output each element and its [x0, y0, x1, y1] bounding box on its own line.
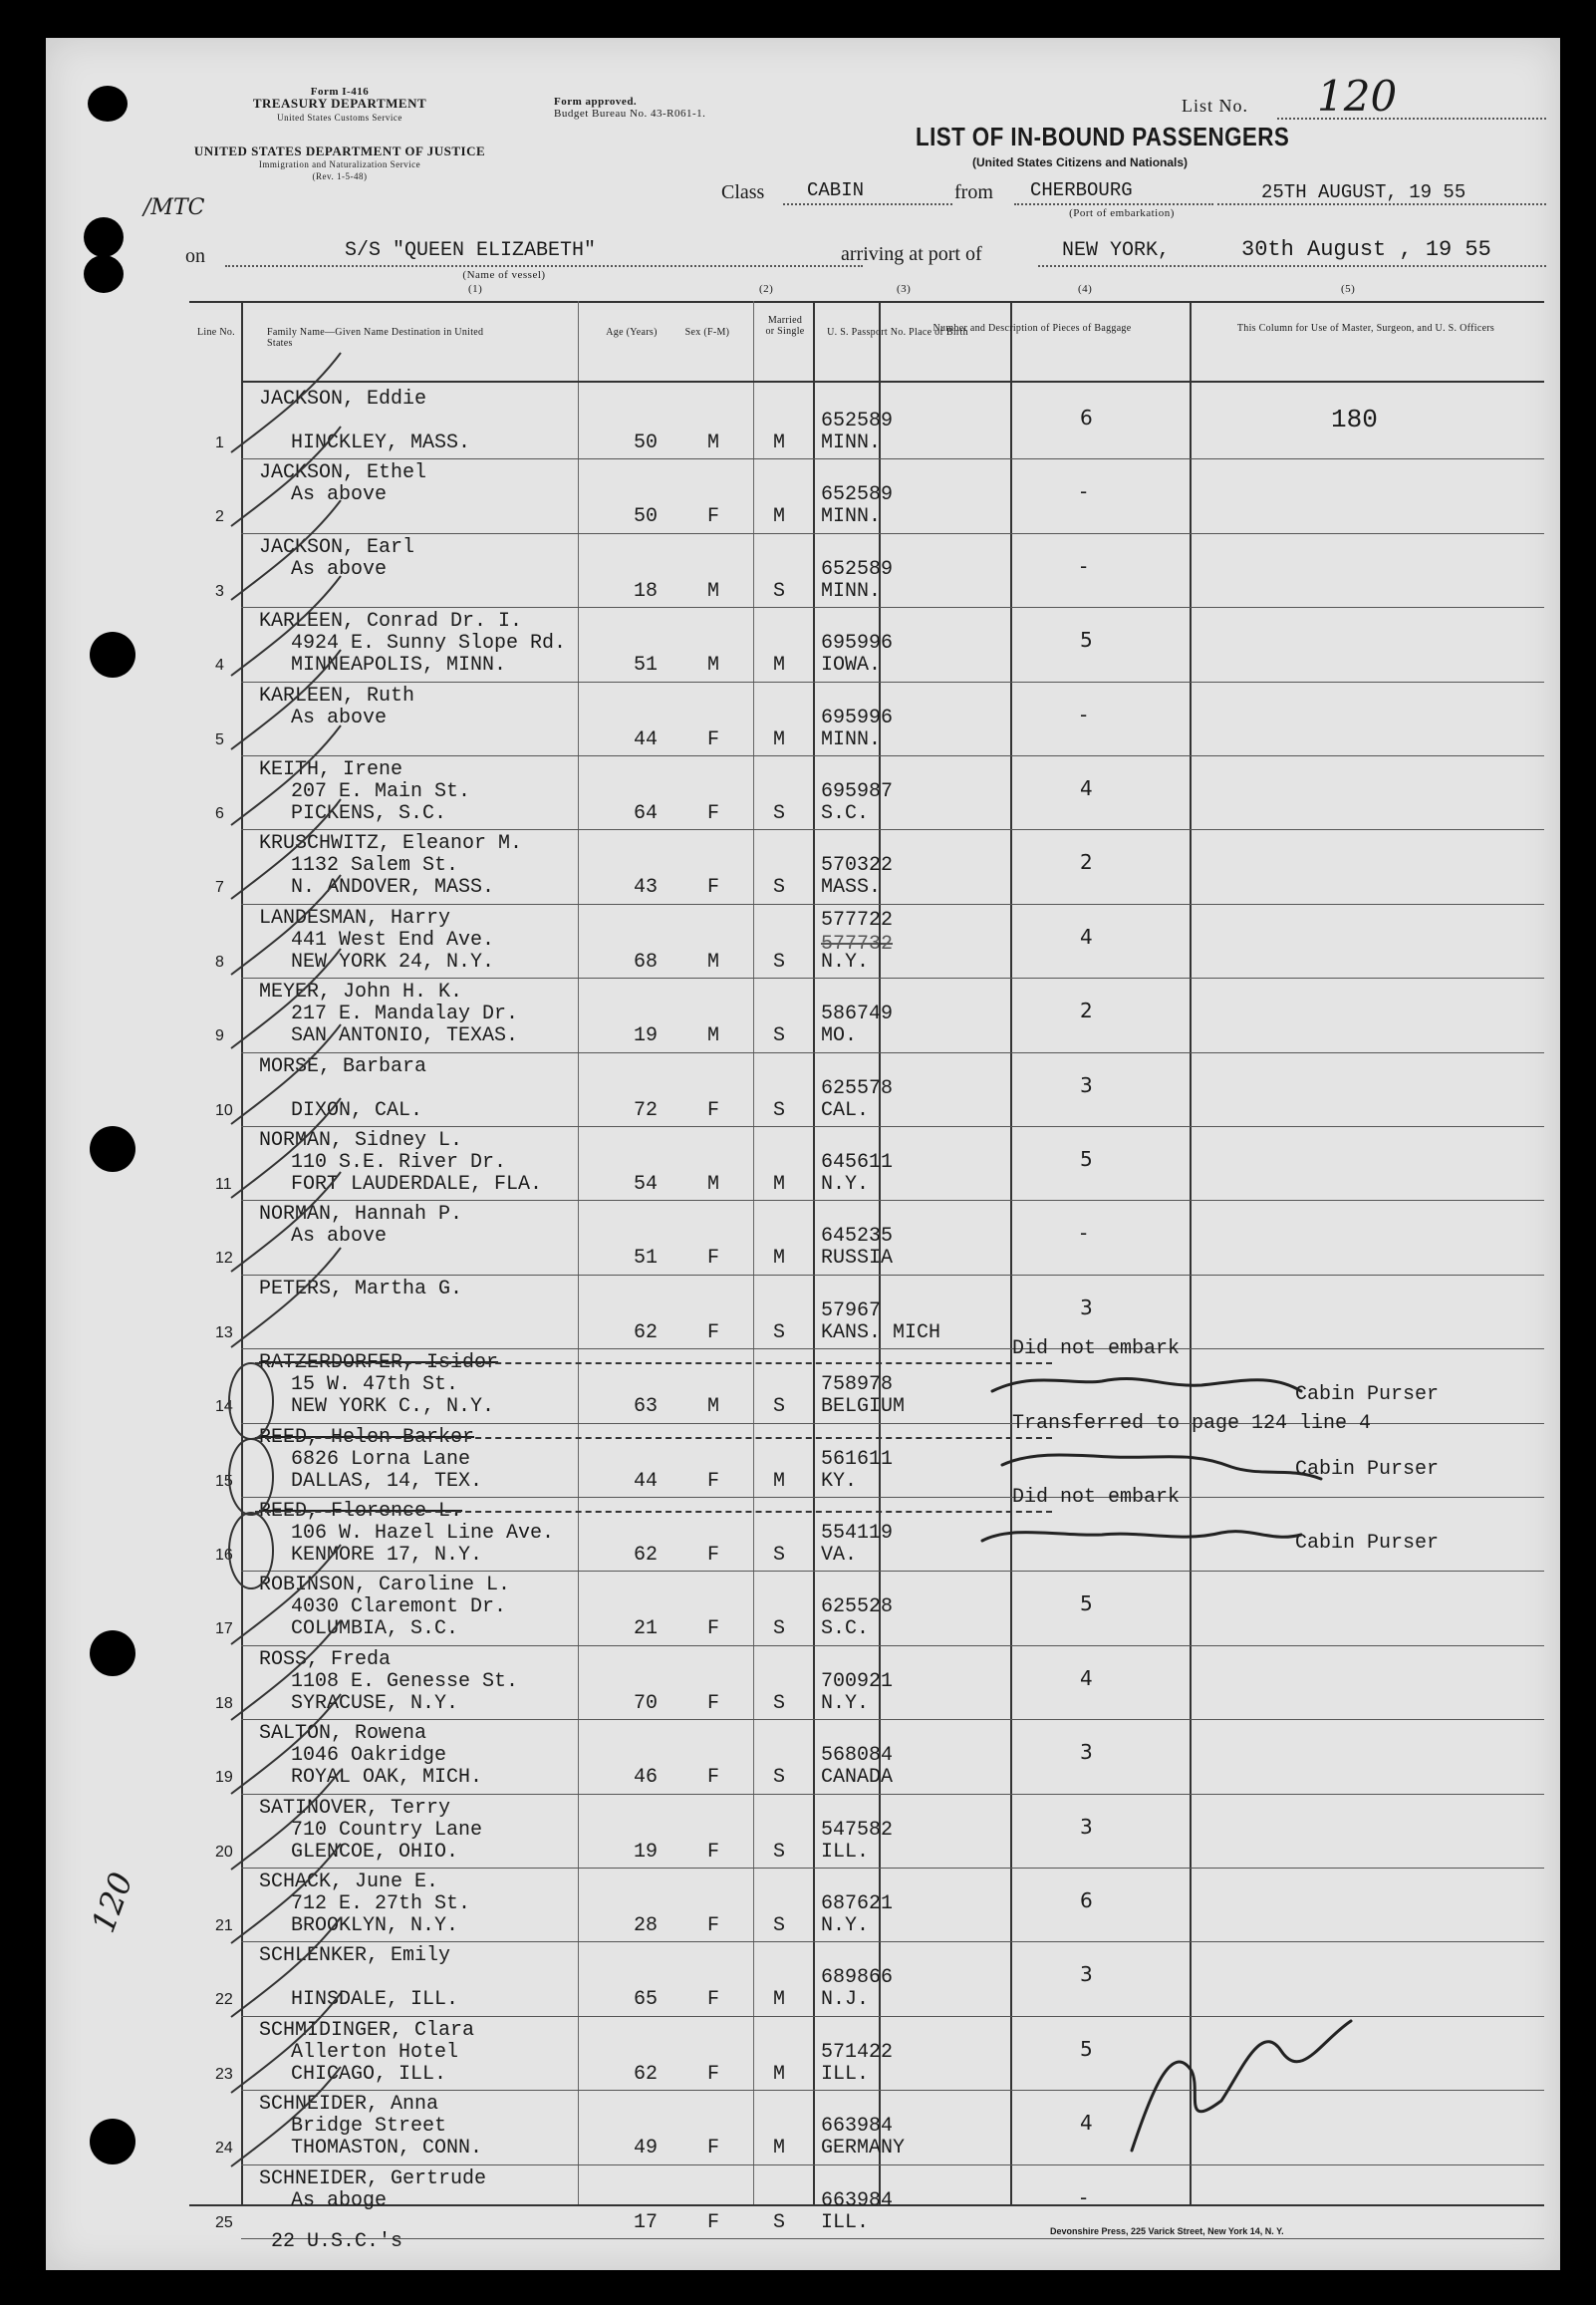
place-of-birth: MO.: [821, 1024, 858, 1048]
marital-status: M: [773, 2062, 786, 2086]
sex-value: F: [707, 505, 720, 529]
row-remark: Did not embark: [1012, 1337, 1181, 1361]
place-of-birth: IOWA.: [821, 654, 882, 678]
passenger-name: KRUSCHWITZ, Eleanor M.: [259, 832, 523, 856]
place-of-birth: ILL.: [821, 2210, 870, 2234]
passenger-name: REED, Florence L.: [259, 1500, 463, 1523]
sex-value: M: [707, 654, 720, 678]
sex-value: F: [707, 1691, 720, 1715]
sex-value: F: [707, 1766, 720, 1790]
line-number: 9: [215, 1027, 224, 1045]
address-line-1: As above: [291, 483, 388, 507]
marital-status: M: [773, 1469, 786, 1493]
line-number: 15: [215, 1472, 233, 1490]
place-of-birth: N.Y.: [821, 950, 870, 974]
document-page: [46, 38, 1560, 2270]
address-line-1: 4924 E. Sunny Slope Rd.: [291, 632, 567, 656]
baggage-count: 6: [1080, 406, 1093, 430]
passenger-name: SCHACK, June E.: [259, 1871, 439, 1893]
line-number: 5: [215, 730, 224, 748]
officer-note: 180: [1331, 405, 1378, 434]
age-value: 44: [634, 1469, 659, 1493]
age-value: 44: [634, 727, 659, 751]
margin-note: 120: [84, 1867, 140, 1938]
rev-label: (Rev. 1-5-48): [312, 171, 368, 181]
address-line-2: MINNEAPOLIS, MINN.: [291, 654, 507, 678]
marital-status: M: [773, 1247, 786, 1271]
place-of-birth: MINN.: [821, 505, 882, 529]
sex-value: M: [707, 579, 720, 603]
line-number: 14: [215, 1398, 233, 1416]
passport-number: 695996: [821, 706, 894, 729]
line-number: 4: [215, 657, 224, 675]
marital-status: S: [773, 1320, 786, 1344]
passenger-name: SCHLENKER, Emily: [259, 1944, 451, 1968]
col-sex: Sex (F-M): [684, 327, 730, 338]
passport-number: 758978: [821, 1373, 894, 1397]
form-approved: Form approved.: [554, 96, 638, 108]
passport-number: 652589: [821, 410, 894, 432]
sex-value: F: [707, 1914, 720, 1937]
line-number: 13: [215, 1323, 233, 1341]
baggage-count: 3: [1080, 1295, 1093, 1319]
line-number: 20: [215, 1843, 233, 1861]
ins-label: Immigration and Naturalization Service: [258, 159, 421, 169]
col-num-4: (4): [1078, 283, 1093, 295]
age-value: 49: [634, 2137, 659, 2161]
baggage-count: 3: [1080, 1962, 1093, 1987]
line-number: 7: [215, 879, 224, 897]
address-line-1: 441 West End Ave.: [291, 928, 495, 952]
sex-value: F: [707, 2062, 720, 2086]
address-line-1: 15 W. 47th St.: [291, 1373, 459, 1397]
class-value: CABIN: [807, 179, 865, 201]
passenger-name: PETERS, Martha G.: [259, 1277, 463, 1300]
place-of-birth: MASS.: [821, 876, 882, 900]
col-num-2: (2): [759, 283, 774, 295]
sex-value: F: [707, 1320, 720, 1344]
line-number: 17: [215, 1620, 233, 1638]
justice-label: UNITED STATES DEPARTMENT OF JUSTICE: [193, 144, 486, 158]
purser-label: Cabin Purser: [1295, 1383, 1440, 1407]
address-line-1: 4030 Claremont Dr.: [291, 1595, 507, 1619]
baggage-count: -: [1080, 479, 1088, 504]
departure-date: 25TH AUGUST, 19 55: [1261, 181, 1466, 203]
address-line-1: 1046 Oakridge: [291, 1744, 447, 1768]
address-line-2: ROYAL OAK, MICH.: [291, 1766, 483, 1790]
address-line-2: N. ANDOVER, MASS.: [291, 876, 495, 900]
age-value: 64: [634, 802, 659, 825]
baggage-count: -: [1080, 2184, 1088, 2209]
marital-status: S: [773, 1840, 786, 1864]
age-value: 72: [634, 1098, 659, 1122]
address-line-2: SAN ANTONIO, TEXAS.: [291, 1024, 519, 1048]
marital-status: S: [773, 1766, 786, 1790]
marital-status: M: [773, 505, 786, 529]
punch-hole: [90, 2119, 135, 2164]
purser-signature-2: [1002, 1455, 1321, 1479]
line-number: 23: [215, 2065, 233, 2083]
address-line-1: As above: [291, 557, 388, 581]
summary-note: 22 U.S.C.'s: [271, 2230, 403, 2253]
address-line-2: NEW YORK C., N.Y.: [291, 1395, 495, 1419]
passport-number: 554119: [821, 1522, 894, 1545]
marital-status: S: [773, 1914, 786, 1937]
age-value: 21: [634, 1617, 659, 1641]
sex-value: M: [707, 1395, 720, 1419]
passport-number: 561611: [821, 1447, 894, 1471]
vessel-value: S/S "QUEEN ELIZABETH": [345, 239, 597, 262]
age-value: 70: [634, 1691, 659, 1715]
sex-value: F: [707, 2137, 720, 2161]
passenger-name: MORSE, Barbara: [259, 1054, 427, 1078]
passport-number: 663984: [821, 2188, 894, 2212]
passenger-name: KEITH, Irene: [259, 758, 403, 781]
address-line-2: FORT LAUDERDALE, FLA.: [291, 1173, 543, 1196]
baggage-count: 3: [1080, 1814, 1093, 1839]
marital-status: S: [773, 1691, 786, 1715]
marital-status: M: [773, 654, 786, 678]
address-line-1: 1108 E. Genesse St.: [291, 1669, 519, 1693]
passenger-name: ROBINSON, Caroline L.: [259, 1574, 511, 1597]
age-value: 62: [634, 1544, 659, 1567]
line-number: 24: [215, 2140, 233, 2158]
line-number: 3: [215, 582, 224, 600]
marital-status: M: [773, 1988, 786, 2012]
row-remark: Transferred to page 124 line 4: [1012, 1411, 1372, 1435]
age-value: 50: [634, 432, 659, 454]
passport-number: 689866: [821, 1966, 894, 1990]
sex-value: F: [707, 1617, 720, 1641]
officer-signature: [1132, 2021, 1351, 2151]
punch-hole: [88, 86, 128, 122]
age-value: 19: [634, 1840, 659, 1864]
purser-label: Cabin Purser: [1295, 1457, 1440, 1481]
passport-number: 687621: [821, 1892, 894, 1915]
sex-value: F: [707, 876, 720, 900]
place-of-birth: S.C.: [821, 802, 870, 825]
place-of-birth: N.J.: [821, 1988, 870, 2012]
baggage-count: -: [1080, 702, 1088, 726]
col-age: Age (Years): [606, 327, 658, 338]
age-value: 62: [634, 2062, 659, 2086]
list-no-label: List No.: [1182, 96, 1249, 116]
customs-label: United States Customs Service: [277, 113, 402, 123]
sex-value: F: [707, 1840, 720, 1864]
col-line: Line No.: [197, 327, 235, 338]
marital-status: S: [773, 1395, 786, 1419]
line-number: 12: [215, 1250, 233, 1268]
arrival-date: 30th August , 19 55: [1241, 237, 1491, 262]
treasury-label: TREASURY DEPARTMENT: [252, 96, 427, 111]
marital-status: S: [773, 2210, 786, 2234]
line-number: 22: [215, 1991, 233, 2009]
line-number: 18: [215, 1694, 233, 1712]
baggage-count: -: [1080, 553, 1088, 578]
place-of-birth: MINN.: [821, 727, 882, 751]
place-of-birth: ILL.: [821, 1840, 870, 1864]
passenger-name: KARLEEN, Ruth: [259, 684, 415, 708]
address-line-2: HINSDALE, ILL.: [291, 1988, 459, 2012]
age-value: 63: [634, 1395, 659, 1419]
row-remark: Did not embark: [1012, 1486, 1181, 1509]
marital-status: S: [773, 876, 786, 900]
address-line-2: BROOKLYN, N.Y.: [291, 1914, 459, 1937]
age-value: 50: [634, 505, 659, 529]
address-line-1: Allerton Hotel: [291, 2040, 459, 2064]
age-value: 54: [634, 1173, 659, 1196]
class-label: Class: [721, 181, 765, 203]
place-of-birth: VA.: [821, 1544, 858, 1567]
address-line-2: DIXON, CAL.: [291, 1098, 423, 1122]
budget-label: Budget Bureau No. 43-R061-1.: [554, 108, 706, 120]
marital-status: M: [773, 2137, 786, 2161]
age-value: 68: [634, 950, 659, 974]
passport-number: 695996: [821, 632, 894, 656]
address-line-2: PICKENS, S.C.: [291, 802, 447, 825]
passenger-name: NORMAN, Hannah P.: [259, 1203, 463, 1227]
passenger-name: KARLEEN, Conrad Dr. I.: [259, 610, 523, 634]
sex-value: F: [707, 1988, 720, 2012]
passport-number: 625528: [821, 1595, 894, 1619]
line-number: 16: [215, 1547, 233, 1564]
place-of-birth: N.Y.: [821, 1691, 870, 1715]
form-number: Form I-416: [310, 86, 370, 98]
passenger-name: SCHMIDINGER, Clara: [259, 2018, 475, 2042]
baggage-count: 6: [1080, 1888, 1093, 1912]
address-line-1: 712 E. 27th St.: [291, 1892, 471, 1915]
passport-number: 645235: [821, 1225, 894, 1249]
purser-label: Cabin Purser: [1295, 1532, 1440, 1555]
line-number: 6: [215, 805, 224, 822]
sex-value: M: [707, 1173, 720, 1196]
printer-credit: Devonshire Press, 225 Varick Street, New York 14, N. Y.: [1050, 2226, 1284, 2236]
baggage-count: -: [1080, 1221, 1088, 1246]
passport-number: 645611: [821, 1151, 894, 1174]
passenger-name: SCHNEIDER, Anna: [259, 2093, 439, 2117]
punch-hole: [90, 632, 135, 678]
passport-number: 625578: [821, 1076, 894, 1100]
marital-status: S: [773, 950, 786, 974]
col-num-3: (3): [897, 283, 912, 295]
baggage-count: 3: [1080, 1740, 1093, 1765]
passenger-name: REED, Helen Barker: [259, 1425, 475, 1449]
baggage-count: 3: [1080, 1072, 1093, 1097]
address-line-1: Bridge Street: [291, 2115, 447, 2139]
passport-number: 571422: [821, 2040, 894, 2064]
place-of-birth: KANS. MICH: [821, 1320, 941, 1344]
arriving-label: arriving at port of: [841, 243, 982, 265]
marital-status: S: [773, 802, 786, 825]
baggage-count: 4: [1080, 1665, 1093, 1690]
list-no-value: 120: [1317, 72, 1398, 121]
punch-hole: [84, 255, 124, 293]
address-line-2: DALLAS, 14, TEX.: [291, 1469, 483, 1493]
col-baggage: Number and Description of Pieces of Baggage: [932, 323, 1132, 334]
sex-value: F: [707, 1544, 720, 1567]
col-num-1: (1): [468, 283, 483, 295]
passport-number: 547582: [821, 1818, 894, 1842]
passenger-name: SCHNEIDER, Gertrude: [259, 2166, 487, 2190]
address-line-2: GLENCOE, OHIO.: [291, 1840, 459, 1864]
address-line-1: As above: [291, 706, 388, 729]
passenger-name: ROSS, Freda: [259, 1647, 392, 1671]
sex-value: M: [707, 950, 720, 974]
passenger-name: JACKSON, Ethel: [259, 461, 427, 485]
age-value: 51: [634, 654, 659, 678]
place-of-birth: CAL.: [821, 1098, 870, 1122]
passport-number: 586749: [821, 1003, 894, 1026]
from-label: from: [954, 181, 993, 203]
vessel-label: (Name of vessel): [462, 269, 546, 281]
col-married: Married or Single: [765, 315, 805, 337]
age-value: 51: [634, 1247, 659, 1271]
page-subtitle: (United States Citizens and Nationals): [972, 155, 1189, 169]
port-embark-label: (Port of embarkation): [1069, 207, 1175, 219]
place-of-birth: BELGIUM: [821, 1395, 906, 1419]
address-line-1: 207 E. Main St.: [291, 780, 471, 803]
purser-signature-3: [982, 1532, 1301, 1541]
passport-number: 570322: [821, 854, 894, 878]
sex-value: F: [707, 1247, 720, 1271]
passenger-name: NORMAN, Sidney L.: [259, 1129, 463, 1152]
purser-signature-1: [992, 1379, 1301, 1391]
baggage-count: 4: [1080, 924, 1093, 949]
line-number: 8: [215, 953, 224, 971]
place-of-birth: S.C.: [821, 1617, 870, 1641]
age-value: 18: [634, 579, 659, 603]
sex-value: F: [707, 802, 720, 825]
address-line-2: KENMORE 17, N.Y.: [291, 1544, 483, 1567]
address-line-2: HINCKLEY, MASS.: [291, 432, 471, 454]
marital-status: M: [773, 727, 786, 751]
baggage-count: 2: [1080, 999, 1093, 1023]
place-of-birth: KY.: [821, 1469, 858, 1493]
passport-struck: 577732: [821, 932, 894, 956]
baggage-count: 4: [1080, 776, 1093, 800]
baggage-count: 5: [1080, 628, 1093, 653]
baggage-count: 2: [1080, 850, 1093, 875]
sex-value: M: [707, 432, 720, 454]
place-of-birth: GERMANY: [821, 2137, 906, 2161]
punch-hole: [90, 1126, 135, 1172]
marital-status: M: [773, 432, 786, 454]
baggage-count: 5: [1080, 2036, 1093, 2061]
age-value: 46: [634, 1766, 659, 1790]
passenger-name: JACKSON, Eddie: [259, 388, 427, 411]
line-number: 25: [215, 2213, 233, 2231]
address-line-2: CHICAGO, ILL.: [291, 2062, 447, 2086]
sex-value: F: [707, 727, 720, 751]
address-line-2: SYRACUSE, N.Y.: [291, 1691, 459, 1715]
passport-number: 700921: [821, 1669, 894, 1693]
marital-status: S: [773, 1024, 786, 1048]
address-line-1: As aboge: [291, 2188, 388, 2212]
place-of-birth: MINN.: [821, 432, 882, 454]
address-line-2: NEW YORK 24, N.Y.: [291, 950, 495, 974]
baggage-count: 5: [1080, 1147, 1093, 1171]
mtc-note: /MTC: [143, 195, 205, 220]
address-line-1: 106 W. Hazel Line Ave.: [291, 1522, 555, 1545]
sex-value: M: [707, 1024, 720, 1048]
address-line-1: 1132 Salem St.: [291, 854, 459, 878]
passport-number: 57967: [821, 1298, 882, 1322]
address-line-2: COLUMBIA, S.C.: [291, 1617, 459, 1641]
line-number: 21: [215, 1917, 233, 1934]
line-number: 2: [215, 508, 224, 526]
sex-value: F: [707, 1098, 720, 1122]
age-value: 43: [634, 876, 659, 900]
address-line-1: 6826 Lorna Lane: [291, 1447, 471, 1471]
place-of-birth: N.Y.: [821, 1914, 870, 1937]
place-of-birth: MINN.: [821, 579, 882, 603]
punch-hole: [90, 1630, 135, 1676]
age-value: 28: [634, 1914, 659, 1937]
line-number: 19: [215, 1769, 233, 1787]
punch-hole: [84, 217, 124, 257]
age-value: 65: [634, 1988, 659, 2012]
place-of-birth: RUSSIA: [821, 1247, 894, 1271]
marital-status: S: [773, 579, 786, 603]
marital-status: S: [773, 1617, 786, 1641]
address-line-1: 110 S.E. River Dr.: [291, 1151, 507, 1174]
passenger-name: LANDESMAN, Harry: [259, 906, 451, 930]
passport-number: 663984: [821, 2115, 894, 2139]
on-label: on: [185, 245, 205, 267]
place-of-birth: ILL.: [821, 2062, 870, 2086]
passport-number: 568084: [821, 1744, 894, 1768]
baggage-count: 4: [1080, 2111, 1093, 2136]
passport-number: 695987: [821, 780, 894, 803]
from-value: CHERBOURG: [1030, 179, 1133, 201]
age-value: 62: [634, 1320, 659, 1344]
sex-value: F: [707, 2210, 720, 2234]
marital-status: M: [773, 1173, 786, 1196]
page-title: LIST OF IN-BOUND PASSENGERS: [916, 122, 1290, 151]
passenger-name: JACKSON, Earl: [259, 535, 415, 559]
age-value: 19: [634, 1024, 659, 1048]
line-number: 10: [215, 1101, 233, 1119]
col-num-5: (5): [1341, 283, 1356, 295]
address-line-1: 217 E. Mandalay Dr.: [291, 1003, 519, 1026]
handwriting-layer: [46, 38, 1560, 2270]
marital-status: S: [773, 1544, 786, 1567]
place-of-birth: N.Y.: [821, 1173, 870, 1196]
place-of-birth: CANADA: [821, 1766, 894, 1790]
passport-number: 577722: [821, 908, 894, 932]
marital-status: S: [773, 1098, 786, 1122]
arrival-port: NEW YORK,: [1062, 239, 1171, 262]
baggage-count: 5: [1080, 1591, 1093, 1616]
line-number: 11: [215, 1176, 232, 1193]
address-line-1: 710 Country Lane: [291, 1818, 483, 1842]
address-line-1: As above: [291, 1225, 388, 1249]
passenger-name: SATINOVER, Terry: [259, 1796, 451, 1820]
passenger-name: RATZERDORFER, Isidor: [259, 1351, 499, 1375]
passport-number: 652589: [821, 557, 894, 581]
address-line-2: THOMASTON, CONN.: [291, 2137, 483, 2161]
passport-number: 652589: [821, 483, 894, 507]
passenger-name: SALTON, Rowena: [259, 1722, 427, 1746]
col-officers: This Column for Use of Master, Surgeon, and U. S. Officers: [1236, 323, 1495, 334]
age-value: 17: [634, 2210, 659, 2234]
sex-value: F: [707, 1469, 720, 1493]
line-number: 1: [215, 434, 224, 451]
col-passport: U. S. Passport No. Place of Birth: [827, 327, 968, 338]
col-name: Family Name—Given Name Destination in United States: [267, 327, 484, 349]
passenger-name: MEYER, John H. K.: [259, 981, 463, 1005]
